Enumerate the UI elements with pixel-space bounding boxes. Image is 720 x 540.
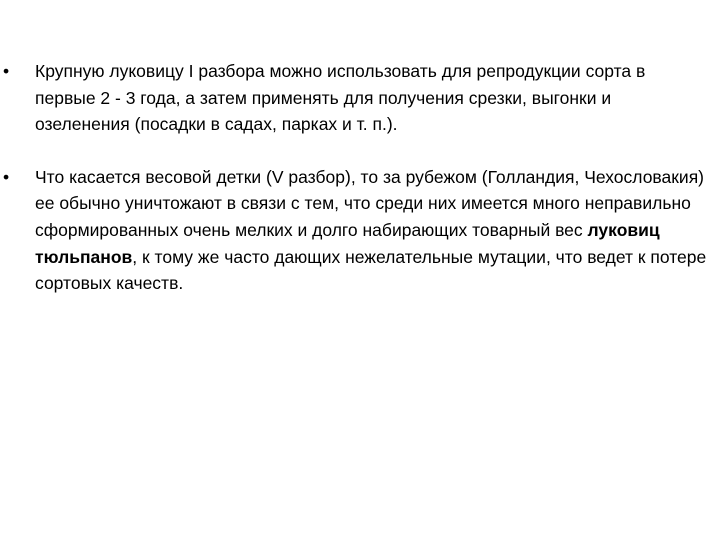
bullet-marker: • (3, 61, 10, 81)
bullet-item-weight-offsets (0, 164, 720, 297)
bullet-text-bold: луковиц тюльпанов (35, 219, 660, 267)
bullet-item-bulb-usage (0, 58, 720, 138)
bullet-text-after: , к тому же часто дающих нежелательные мутации, что ведет к потере сортовых качеств. (35, 246, 707, 294)
bullet-text: Крупную луковицу I разбора можно использовать для репродукции сорта в первые 2 - 3 года, а затем применять для получения срезки, выгонки и озеленения (посадки в садах, парках и т. п.). (35, 61, 646, 135)
bullet-marker: • (3, 166, 10, 187)
bullet-text-before: Что касается весовой детки (V разбор), то за рубежом (Голландия, Чехословакия) ее обычно уничтожают в связи с тем, что среди них имеется много неправильно сформированных очень мелких и долго набирающих товарный вес (35, 166, 704, 240)
bullet-list (0, 58, 720, 297)
